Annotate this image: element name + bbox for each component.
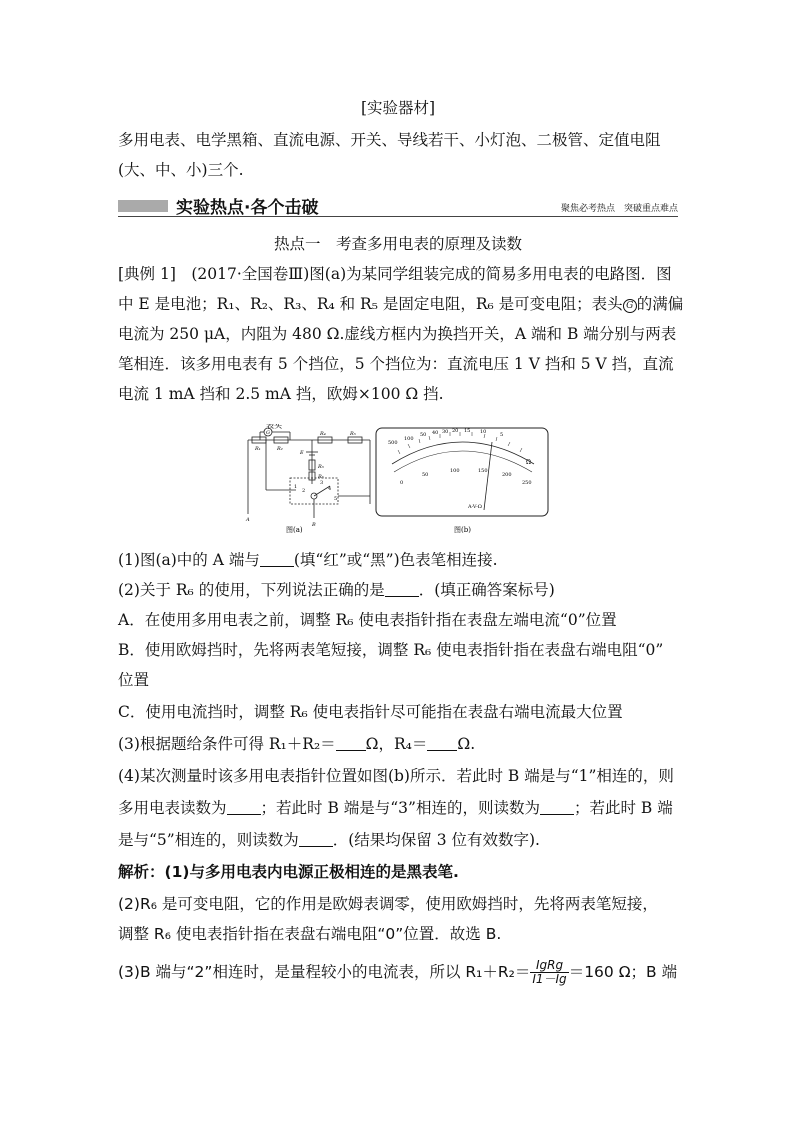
scale-top-30: 30 (442, 429, 449, 435)
option-b-line-2: 位置 (118, 671, 150, 689)
q4-text-d: 是与“5”相连的，则读数为 (118, 831, 299, 849)
solution-line-3: 调整 R₆ 使电表指针指在表盘右端电阻“0”位置．故选 B. (118, 925, 502, 943)
solution-line-2: (2)R₆ 是可变电阻，它的作用是欧姆表调零，使用欧姆挡时，先将两表笔短接， (118, 895, 658, 913)
scale-bottom-100: 100 (450, 468, 460, 474)
example-line-5: 电流 1 mA 挡和 2.5 mA 挡，欧姆×100 Ω 挡. (118, 385, 444, 403)
solution-line-1: 解析：(1)与多用电表内电源正极相连的是黑表笔. (118, 863, 459, 881)
option-c: C．使用电流挡时，调整 R₆ 使电表指针尽可能指在表盘右端电流最大位置 (118, 703, 623, 721)
section-grey-bar (118, 200, 168, 212)
scale-top-100: 100 (404, 436, 414, 442)
figure-label-b: 图(b) (454, 526, 471, 534)
example-line-1: [典例 1] (2017·全国卷Ⅲ)图(a)为某同学组装完成的简易多用电表的电路图．图 (118, 265, 672, 283)
materials-title: [实验器材] (360, 99, 436, 117)
option-a: A．在使用多用电表之前，调整 R₆ 使电表指针指在表盘左端电流“0”位置 (118, 611, 617, 629)
s3-numerator: IgRg (530, 959, 568, 973)
q2-text-a: (2)关于 R₆ 的使用，下列说法正确的是 (118, 581, 385, 599)
circuit-diagram-svg (240, 424, 552, 534)
question-4-line-3 (118, 828, 678, 850)
terminal-1: 1 (294, 484, 298, 490)
q4-blank-2 (540, 800, 574, 815)
solution-line-4 (118, 954, 678, 990)
circuit-figure (240, 424, 552, 534)
question-4-line-2 (118, 796, 678, 818)
example-line-2b: 的满偏 (636, 295, 684, 313)
q1-text-b: (填“红”或“黑”)色表笔相连接. (293, 551, 498, 569)
scale-bottom-150: 150 (478, 468, 488, 474)
q4-blank-1 (227, 800, 261, 815)
scale-top-40: 40 (432, 430, 439, 436)
question-3 (118, 732, 678, 754)
q2-text-b: ．(填正确答案标号) (418, 581, 555, 599)
question-1 (118, 548, 678, 570)
q3-text-c: Ω. (457, 735, 476, 753)
q3-text-a: (3)根据题给条件可得 R₁＋R₂＝ (118, 735, 336, 753)
s3-fraction (530, 959, 568, 986)
s3-text-a: (3)B 端与“2”相连时，是量程较小的电流表，所以 R₁＋R₂＝ (118, 963, 531, 981)
end-b: B (312, 522, 316, 528)
scale-bottom-250: 250 (522, 480, 532, 486)
scale-top-50: 50 (420, 432, 427, 438)
materials-line-1: 多用电表、电学黑箱、直流电源、开关、导线若干、小灯泡、二极管、定值电阻 (118, 131, 661, 149)
r2-label: R₂ (277, 446, 283, 452)
r6-label: R₆ (318, 474, 324, 480)
meter-symbol: G (266, 430, 270, 436)
r1-label: R₁ (255, 446, 261, 452)
q4-text-c: ；若此时 B 端 (573, 799, 673, 817)
section-subtitle: 聚焦必考热点 突破重点难点 (560, 204, 678, 214)
q3-blank-1 (336, 736, 366, 751)
example-line-4: 笔相连．该多用电表有 5 个挡位，5 个挡位为：直流电压 1 V 挡和 5 V 挡，直流 (118, 355, 674, 373)
scale-top-20: 20 (452, 428, 459, 434)
q3-text-b: Ω，R₄＝ (365, 735, 428, 753)
dial-ohm: Ω (526, 459, 531, 466)
scale-bottom-0: 0 (400, 480, 404, 486)
example-line-3: 电流为 250 μA，内阻为 480 Ω.虚线方框内为换挡开关，A 端和 B 端分别与两表 (118, 325, 677, 343)
example-line-2a: 中 E 是电池；R₁、R₂、R₃、R₄ 和 R₅ 是固定电阻，R₆ 是可变电阻；表头 (118, 295, 623, 313)
s3-denominator: I1－Ig (532, 972, 567, 986)
q2-blank (385, 582, 419, 597)
scale-top-5: 5 (500, 432, 504, 438)
question-2 (118, 578, 678, 600)
terminal-2: 2 (302, 488, 306, 494)
scale-bottom-50: 50 (422, 472, 429, 478)
r5-label: R₅ (350, 431, 356, 437)
end-a: A (246, 517, 250, 523)
question-4-line-1: (4)某次测量时该多用电表指针位置如图(b)所示．若此时 B 端是与“1”相连的，则 (118, 767, 674, 785)
scale-top-500: 500 (388, 440, 398, 446)
example-line-2 (118, 292, 684, 314)
q3-blank-2 (427, 736, 457, 751)
section-header (118, 196, 678, 217)
terminal-5: 5 (334, 496, 338, 502)
option-b-line-1: B．使用欧姆挡时，先将两表笔短接，调整 R₆ 使电表指针指在表盘右端电阻“0” (118, 641, 664, 659)
scale-top-10: 10 (480, 429, 487, 435)
section-title: 实验热点·各个击破 (176, 198, 319, 218)
meter-label: 表头 (266, 424, 282, 430)
s3-text-b: ＝160 Ω；B 端 (568, 963, 678, 981)
figure-label-a: 图(a) (286, 526, 303, 534)
q1-text-a: (1)图(a)中的 A 端与 (118, 551, 260, 569)
scale-top-15: 15 (464, 428, 471, 434)
q4-text-e: ．(结果均保留 3 位有效数字). (332, 831, 540, 849)
battery-label: E (300, 450, 304, 456)
terminal-4: 4 (328, 486, 332, 492)
r3-label: R₃ (318, 464, 324, 470)
q1-blank (260, 552, 294, 567)
hotpoint-title: 热点一 考查多用电表的原理及读数 (273, 235, 522, 253)
q4-blank-3 (299, 832, 333, 847)
scale-bottom-200: 200 (502, 472, 512, 478)
terminal-3: 3 (320, 480, 324, 486)
r4-label: R₄ (320, 431, 326, 437)
galvanometer-icon: G (623, 299, 637, 313)
q4-text-a: 多用电表读数为 (118, 799, 227, 817)
materials-line-2: (大、中、小)三个. (118, 161, 244, 179)
q4-text-b: ；若此时 B 端是与“3”相连的，则读数为 (260, 799, 540, 817)
dial-mark: A-V-Ω (468, 504, 482, 510)
